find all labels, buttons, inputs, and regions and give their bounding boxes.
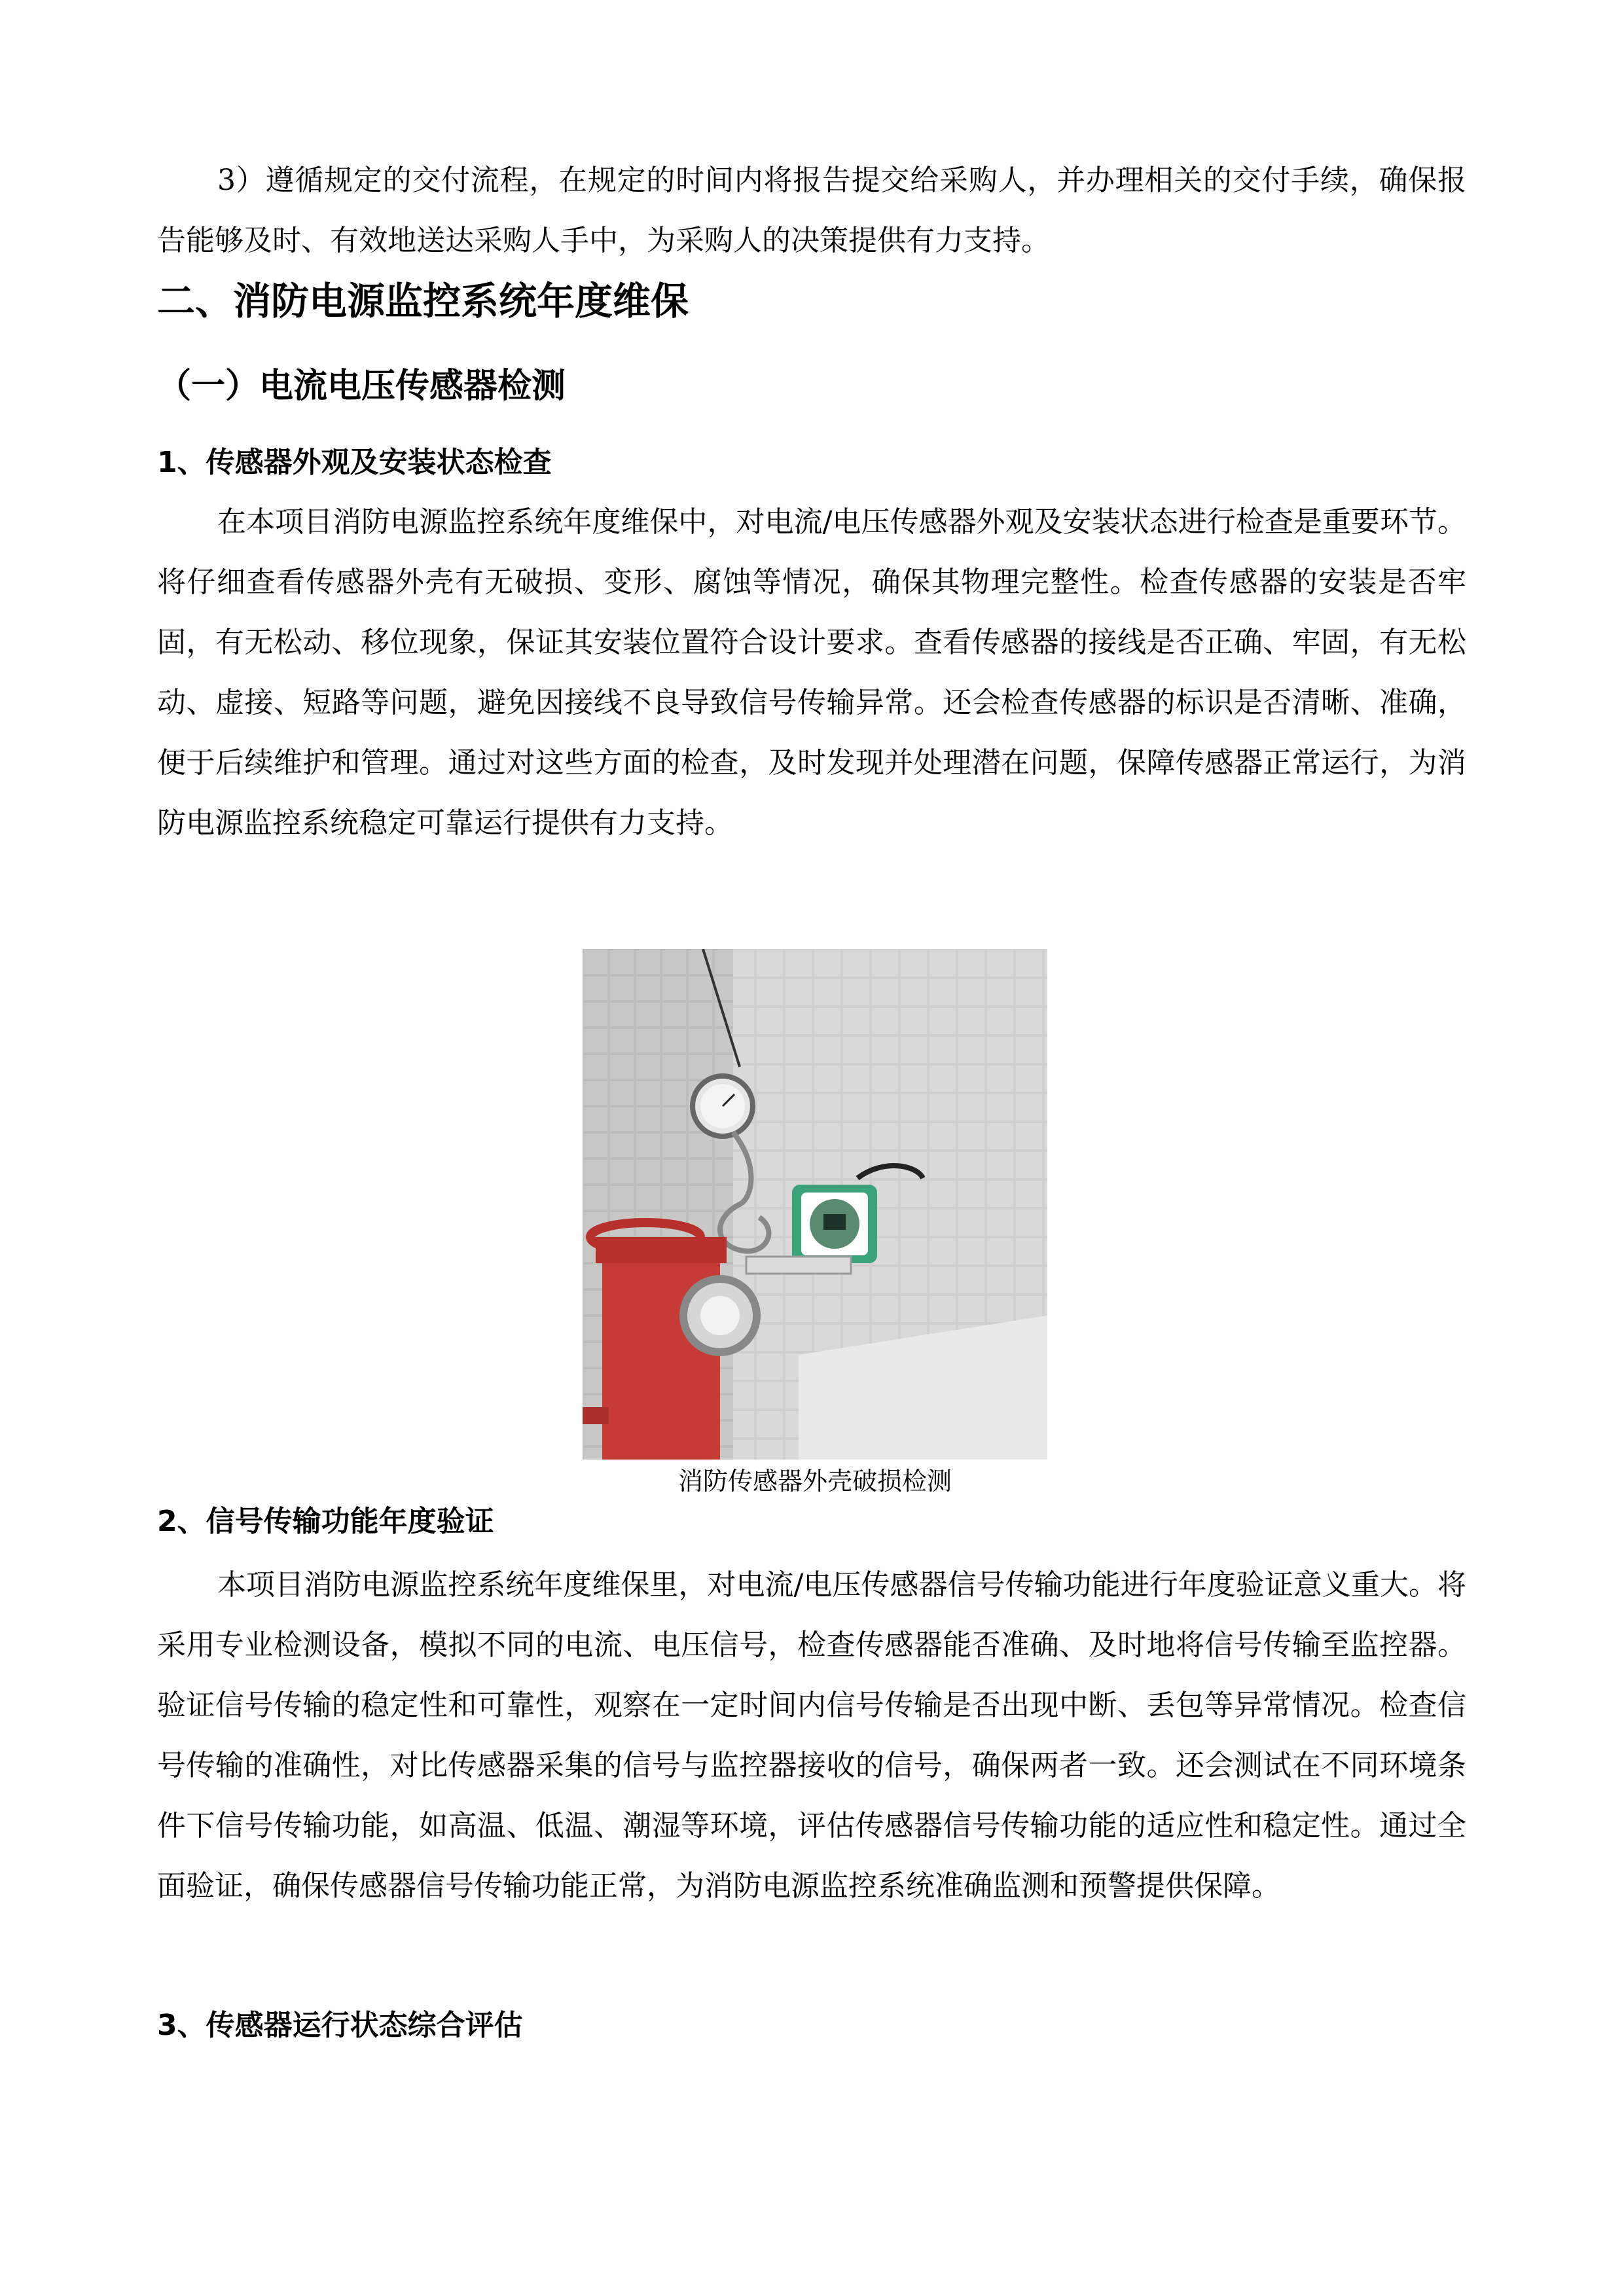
- section-heading: 二、消防电源监控系统年度维保: [157, 279, 689, 323]
- item-heading-3: 3、传感器运行状态综合评估: [157, 2009, 523, 2042]
- document-page: [157, 0, 1466, 2296]
- paragraph-delivery: 3）遵循规定的交付流程，在规定的时间内将报告提交给采购人，并办理相关的交付手续，确保报告能够及时、有效地送达采购人手中，为采购人的决策提供有力支持。: [157, 164, 1466, 257]
- item-heading-1: 1、传感器外观及安装状态检查: [157, 446, 552, 479]
- paragraph-signal: 本项目消防电源监控系统年度维保里，对电流/电压传感器信号传输功能进行年度验证意义重大。将采用专业检测设备，模拟不同的电流、电压信号，检查传感器能否准确、及时地将信号传输至监控器。验证信号传输的稳定性和可靠性，观察在一定时间内信号传输是否出现中断、丢包等异常情况。检查信号传输的准确性，对比传感器采集的信号与监控器接收的信号，确保两者一致。还会测试在不同环境条件下信号传输功能，如高温、低温、潮湿等环境，评估传感器信号传输功能的适应性和稳定性。通过全面验证，确保传感器信号传输功能正常，为消防电源监控系统准确监测和预警提供保障。: [157, 1568, 1466, 1903]
- paragraph-inspection: 在本项目消防电源监控系统年度维保中，对电流/电压传感器外观及安装状态进行检查是重要环节。将仔细查看传感器外壳有无破损、变形、腐蚀等情况，确保其物理完整性。检查传感器的安装是否牢固，有无松动、移位现象，保证其安装位置符合设计要求。查看传感器的接线是否正确、牢固，有无松动、虚接、短路等问题，避免因接线不良导致信号传输异常。还会检查传感器的标识是否清晰、准确，便于后续维护和管理。通过对这些方面的检查，及时发现并处理潜在问题，保障传感器正常运行，为消防电源监控系统稳定可靠运行提供有力支持。: [157, 505, 1466, 840]
- figure-caption: 消防传感器外壳破损检测: [677, 1467, 952, 1496]
- subsection-heading: （一）电流电压传感器检测: [157, 367, 566, 406]
- sensor-photo: [583, 949, 1047, 1460]
- item-heading-2: 2、信号传输功能年度验证: [157, 1505, 494, 1538]
